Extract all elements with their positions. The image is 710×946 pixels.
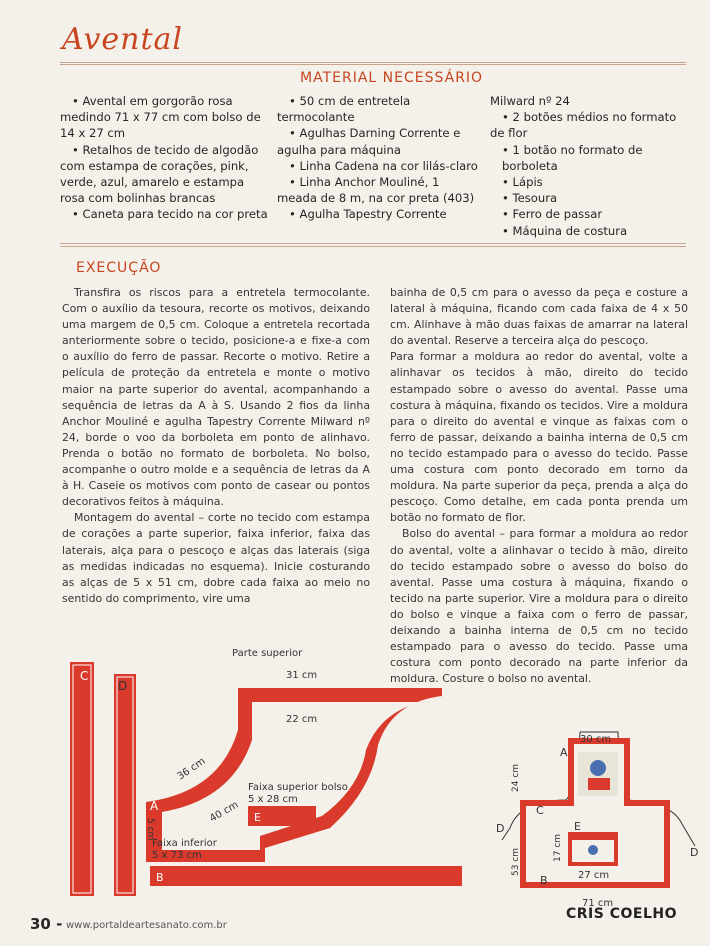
strip-c xyxy=(70,662,94,896)
paragraph: Montagem do avental – corte no tecido com estampa de corações a parte superior, faixa inferior, faixa das laterais, alça para o pescoço e alças das laterais (siga as medidas indicadas no esquema). Inicie costurando as alças de 5 x 51 cm, dobre cada faixa ao meio no sentido do comprimento, vire uma xyxy=(62,511,370,605)
label-5cm: 5 cm xyxy=(145,818,155,841)
material-item: agulha para máquina xyxy=(277,142,401,157)
material-item: • Tesoura xyxy=(502,191,558,206)
label-c: C xyxy=(536,804,544,817)
label-27cm: 27 cm xyxy=(578,870,610,881)
page-title: Avental xyxy=(62,22,184,57)
label-faixa-bolso-dim: 5 x 28 cm xyxy=(248,794,298,805)
divider xyxy=(60,246,686,247)
label-22cm: 22 cm xyxy=(286,714,318,725)
execucao-right-column xyxy=(390,285,688,687)
label-36cm: 36 cm xyxy=(175,755,208,783)
label-faixa-bolso: Faixa superior bolso xyxy=(248,782,348,793)
label-31cm: 31 cm xyxy=(286,670,318,681)
material-item: • Agulhas Darning Corrente e xyxy=(289,126,461,141)
label-b: B xyxy=(156,871,164,884)
divider xyxy=(60,62,686,63)
material-item: com estampa de corações, pink, xyxy=(60,158,249,173)
material-item: • Retalhos de tecido de algodão xyxy=(72,142,259,157)
flower-pot xyxy=(588,778,610,790)
paragraph: Para formar a moldura ao redor do avental, volte a alinhavar os tecidos à mão, direito do tecido estampado sobre o avesso do avental. Passe uma costura à máquina, fixando os tecidos. Vire a moldura para o direito do avental e vinque as faixas com o ferro de passar, deixando a bainha interna de 0,5 cm no tecido estampado para o avesso do tecido. Passe uma costura com ponto decorado em torno da moldura. Na parte superior da peça, prenda a alça do pescoço. Como detalhe, em cada ponta prenda um botão no formato de flor. xyxy=(390,350,688,525)
material-item: • Lápis xyxy=(502,175,543,190)
label-d-left: D xyxy=(496,822,505,835)
pattern-diagram xyxy=(60,640,470,900)
signature: CRIS COELHO xyxy=(566,906,677,922)
material-col-1 xyxy=(60,93,275,223)
label-24cm: 24 cm xyxy=(511,763,521,792)
paragraph: Bolso do avental – para formar a moldura ao redor do avental, volte a alinhavar o tecido à mão, direito do tecido estampado sobre o avesso do bolso do avental. Passe uma costura à máquina, fixando o tecido na parte superior. Vire a moldura para o direito do bolso e vinque a faixa com o ferro de passar, deixando a bainha interna de 0,5 cm no tecido estampado para o avesso do tecido. Passe uma costura com ponto decorado na parte inferior da moldura. Costure o bolso no avental. xyxy=(390,527,688,686)
label-d-right: D xyxy=(690,846,699,859)
label-40cm: 40 cm xyxy=(208,799,241,825)
material-col-3 xyxy=(490,93,700,239)
material-item: • 2 botões médios no formato xyxy=(502,110,677,125)
material-item: termocolante xyxy=(277,110,355,125)
material-item: • Linha Cadena na cor lilás-claro xyxy=(289,158,478,173)
material-item: • Agulha Tapestry Corrente xyxy=(289,207,447,222)
label-faixa-inferior-dim: 5 x 73 cm xyxy=(152,850,202,861)
paragraph: Transfira os riscos para a entretela termocolante. Com o auxílio da tesoura, recorte os motivos, deixando uma margem de 0,5 cm. Coloque a entretela recortada anteriormente sobre o tecido, posicione-a e fixe-a com o auxílio do ferro de passar. Recorte o motivo. Retire a película de proteção da entretela e monte o motivo maior na parte superior do avental, acompanhando a sequência de letras da A à S. Usando 2 fios da linha Anchor Mouliné e agulha Tapestry Corrente Milward nº 24, borde o voo da borboleta em ponto de alinhavo. Prenda o botão no formato de borboleta. No bolso, acompanhe o outro molde e a sequência de letras da A à H. Caseie os motivos com ponto de casear ou pontos decorativos feitos à máquina. xyxy=(62,286,370,509)
divider xyxy=(60,64,686,65)
material-col-2 xyxy=(277,93,492,223)
material-item: rosa com bolinhas brancas xyxy=(60,191,216,206)
material-item: medindo 71 x 77 cm com bolso de xyxy=(60,110,261,125)
material-heading: MATERIAL NECESSÁRIO xyxy=(300,70,484,86)
material-item: • 50 cm de entretela xyxy=(289,94,411,108)
material-item: • Máquina de costura xyxy=(502,223,628,238)
pocket-flower xyxy=(588,845,598,855)
divider xyxy=(60,243,686,244)
execucao-heading: EXECUÇÃO xyxy=(76,260,162,276)
label-faixa-inferior: Faixa inferior xyxy=(152,838,217,849)
footer-url: www.portaldeartesanato.com.br xyxy=(66,920,227,931)
material-item: 14 x 27 cm xyxy=(60,126,126,141)
label-d: D xyxy=(118,679,128,693)
material-item: • Caneta para tecido na cor preta xyxy=(72,207,268,222)
material-item: • Linha Anchor Mouliné, 1 xyxy=(289,175,440,190)
label-a: A xyxy=(150,799,159,813)
page-number: 30 - xyxy=(30,915,63,933)
material-item: Milward nº 24 xyxy=(490,94,570,108)
material-item: • 1 botão no formato de borboleta xyxy=(502,142,643,173)
paragraph: bainha de 0,5 cm para o avesso da peça e costure a lateral à máquina, ficando com cada faixa de 4 x 50 cm. Alinhave à mão duas faixas de amarrar na lateral do avental. Reserve a terceira alça do pescoço. xyxy=(390,286,688,348)
material-item: de flor xyxy=(490,126,528,141)
label-c: C xyxy=(80,669,89,683)
label-71cm: 71 cm xyxy=(582,898,614,909)
label-53cm: 53 cm xyxy=(511,847,521,876)
apron-diagram xyxy=(480,728,705,910)
material-item: • Avental em gorgorão rosa xyxy=(72,94,233,108)
label-e: E xyxy=(574,820,581,833)
label-parte-superior: Parte superior xyxy=(232,648,303,659)
label-17cm: 17 cm xyxy=(553,833,563,862)
label-30cm: 30 cm xyxy=(580,734,612,745)
flower-motif-bloom xyxy=(590,760,606,776)
material-item: verde, azul, amarelo e estampa xyxy=(60,175,245,190)
material-item: meada de 8 m, na cor preta (403) xyxy=(277,191,475,206)
label-b: B xyxy=(540,874,548,887)
label-a: A xyxy=(560,746,568,759)
execucao-left-column xyxy=(62,285,370,607)
strip-b xyxy=(150,866,462,886)
material-item: • Ferro de passar xyxy=(502,207,603,222)
label-e: E xyxy=(254,811,261,824)
